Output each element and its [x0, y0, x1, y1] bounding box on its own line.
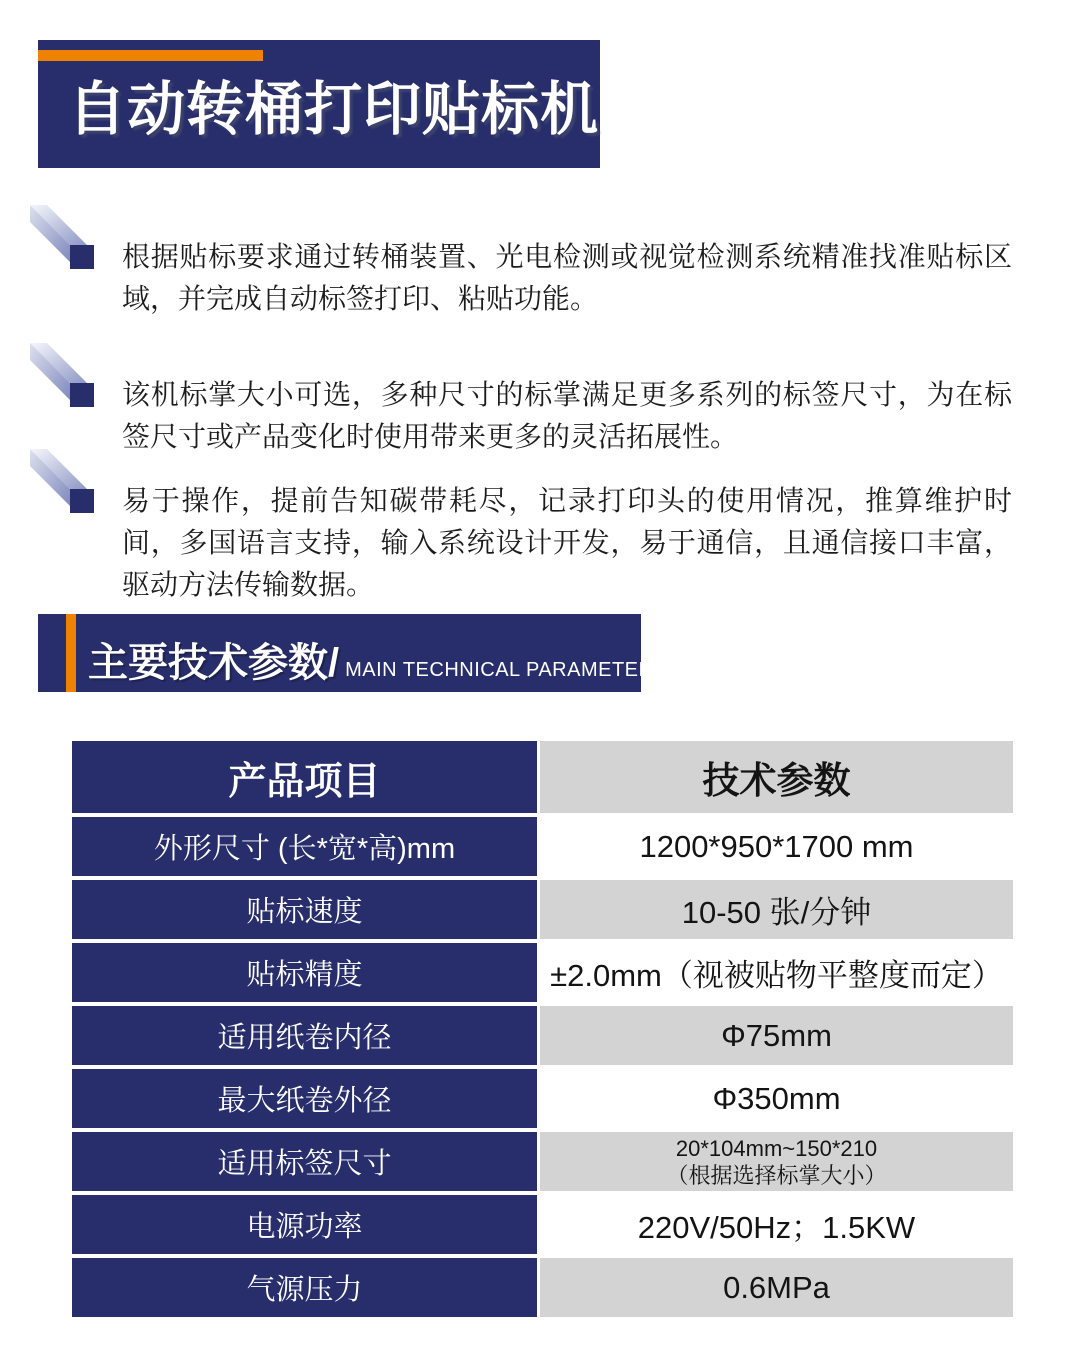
table-row — [72, 1258, 1013, 1317]
table-row — [72, 1069, 1013, 1128]
table-row — [72, 880, 1013, 939]
feature-text: 根据贴标要求通过转桶装置、光电检测或视觉检测系统精准找准贴标区域，并完成自动标签打印、粘贴功能。 — [122, 241, 1012, 314]
section-title-cn: 主要技术参数/ — [88, 641, 340, 685]
value-cell: Φ75mm — [540, 1006, 1013, 1065]
value-cell: 10-50 张/分钟 — [540, 880, 1013, 939]
value-cell: 1200*950*1700 mm — [540, 817, 1013, 876]
item-cell: 气源压力 — [72, 1258, 537, 1317]
table-header-row — [72, 741, 1013, 813]
feature-item — [30, 205, 1012, 320]
value-line-2: （根据选择标掌大小） — [666, 1162, 887, 1188]
cube-bullet-icon — [30, 205, 96, 271]
spec-table — [72, 741, 1013, 1317]
item-cell: 外形尺寸 (长*宽*高)mm — [72, 817, 537, 876]
header-item-cell: 产品项目 — [72, 741, 537, 813]
table-row — [72, 817, 1013, 876]
item-cell: 贴标精度 — [72, 943, 537, 1002]
title-block — [38, 40, 600, 168]
value-cell: Φ350mm — [540, 1069, 1013, 1128]
item-cell: 适用标签尺寸 — [72, 1132, 537, 1191]
title-accent-bar — [38, 50, 263, 61]
value-cell: 220V/50Hz；1.5KW — [540, 1195, 1013, 1254]
feature-item — [30, 343, 1012, 458]
header-value-cell: 技术参数 — [540, 741, 1013, 813]
feature-text: 易于操作，提前告知碳带耗尽，记录打印头的使用情况，推算维护时间，多国语言支持，输入系统设计开发，易于通信，且通信接口丰富，驱动方法传输数据。 — [122, 485, 1012, 600]
section-banner — [38, 614, 668, 692]
value-line-1: 20*104mm~150*210 — [675, 1135, 878, 1161]
item-cell: 最大纸卷外径 — [72, 1069, 537, 1128]
cube-bullet-icon — [30, 343, 96, 409]
table-row — [72, 1006, 1013, 1065]
table-row — [72, 1132, 1013, 1191]
section-title — [38, 614, 668, 688]
page-title: 自动转桶打印贴标机 — [68, 77, 600, 142]
item-cell: 电源功率 — [72, 1195, 537, 1254]
feature-item — [30, 449, 1012, 606]
cube-bullet-icon — [30, 449, 96, 515]
item-cell: 贴标速度 — [72, 880, 537, 939]
table-row — [72, 1195, 1013, 1254]
feature-text: 该机标掌大小可选，多种尺寸的标掌满足更多系列的标签尺寸，为在标签尺寸或产品变化时使用带来更多的灵活拓展性。 — [122, 379, 1012, 452]
section-accent-bar — [66, 614, 76, 692]
section-title-en: MAIN TECHNICAL PARAMETERS — [345, 659, 668, 681]
table-row — [72, 943, 1013, 1002]
value-cell: 0.6MPa — [540, 1258, 1013, 1317]
value-cell — [540, 1132, 1013, 1191]
item-cell: 适用纸卷内径 — [72, 1006, 537, 1065]
value-cell: ±2.0mm（视被贴物平整度而定） — [540, 943, 1013, 1002]
